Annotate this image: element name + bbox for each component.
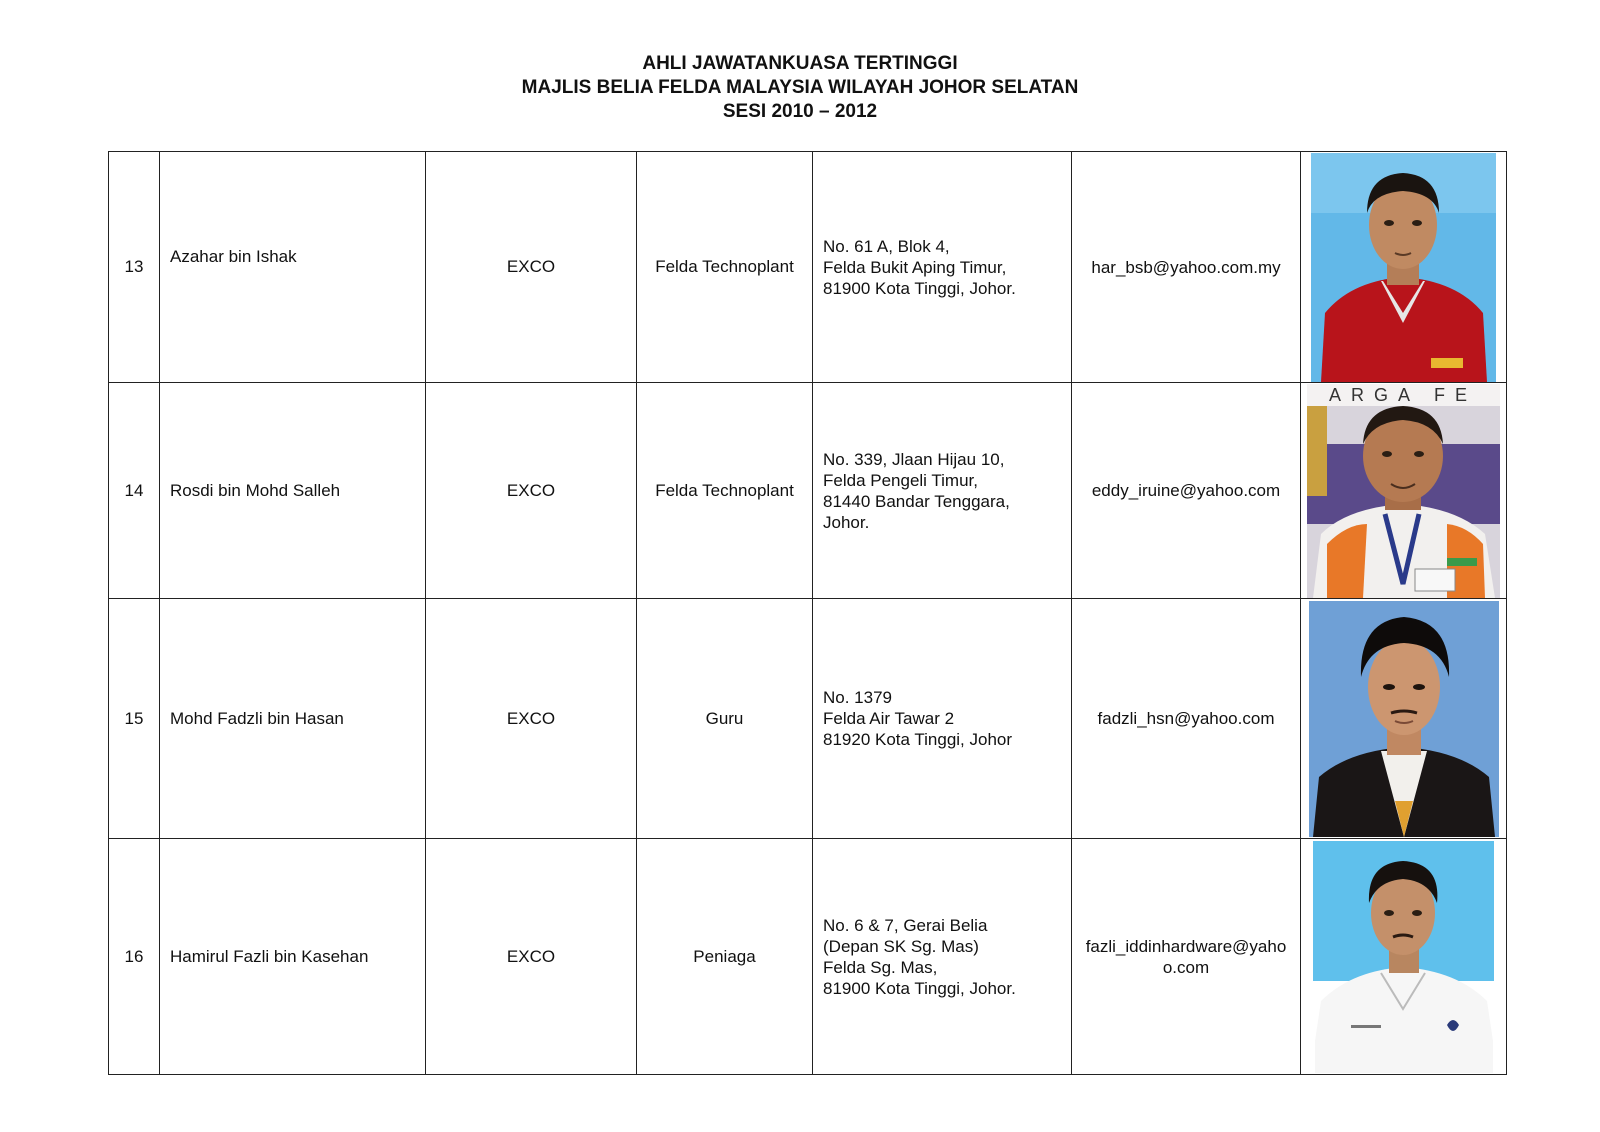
address-line: No. 1379: [823, 688, 892, 707]
address-line: No. 6 & 7, Gerai Belia: [823, 915, 988, 935]
member-position: EXCO: [426, 839, 637, 1075]
member-address: [813, 599, 1072, 839]
member-address: [813, 839, 1072, 1075]
member-address: [813, 152, 1072, 383]
portrait-photo: [1311, 153, 1496, 382]
address-line: Felda Air Tawar 2: [823, 709, 955, 728]
member-photo-cell: [1301, 839, 1507, 1075]
member-address: [813, 383, 1072, 599]
member-number: 14: [109, 383, 160, 599]
member-photo-cell: [1301, 599, 1507, 839]
address-line: Felda Pengeli Timur,: [823, 470, 978, 490]
portrait-photo: [1311, 841, 1496, 1073]
address-line: Felda Sg. Mas,: [823, 957, 938, 977]
table-row: [109, 383, 1507, 599]
member-occupation: Felda Technoplant: [637, 152, 813, 383]
address-line: 81920 Kota Tinggi, Johor: [823, 730, 1013, 749]
member-number: 16: [109, 839, 160, 1075]
member-name: Azahar bin Ishak: [160, 152, 426, 383]
member-email: fazli_iddinhardware@yahoo.com: [1072, 839, 1301, 1075]
photo-banner-text: ARGA FE: [1328, 384, 1478, 405]
member-name: Mohd Fadzli bin Hasan: [160, 599, 426, 839]
header-title: AHLI JAWATANKUASA TERTINGGI: [642, 53, 958, 74]
member-number: 15: [109, 599, 160, 839]
members-table: [108, 151, 1507, 1075]
member-occupation: Felda Technoplant: [637, 383, 813, 599]
member-photo-cell: [1301, 383, 1507, 599]
member-name: Hamirul Fazli bin Kasehan: [160, 839, 426, 1075]
address-line: No. 61 A, Blok 4,: [823, 236, 950, 256]
member-email: har_bsb@yahoo.com.my: [1072, 152, 1301, 383]
address-line: No. 339, Jlaan Hijau 10,: [823, 449, 1005, 469]
member-photo-cell: [1301, 152, 1507, 383]
table-row: [109, 839, 1507, 1075]
member-position: EXCO: [426, 152, 637, 383]
member-position: EXCO: [426, 383, 637, 599]
address-line: (Depan SK Sg. Mas): [823, 936, 979, 956]
member-occupation: Peniaga: [637, 839, 813, 1075]
member-position: EXCO: [426, 599, 637, 839]
address-line: Felda Bukit Aping Timur,: [823, 257, 1007, 277]
header-organization: MAJLIS BELIA FELDA MALAYSIA WILAYAH JOHOR SELATAN: [521, 77, 1079, 98]
portrait-photo: [1307, 384, 1500, 598]
member-name: Rosdi bin Mohd Salleh: [160, 383, 426, 599]
member-number: 13: [109, 152, 160, 383]
address-line: 81440 Bandar Tenggara,: [823, 491, 1010, 511]
table-row: [109, 152, 1507, 383]
address-line: 81900 Kota Tinggi, Johor.: [823, 978, 1016, 998]
address-line: 81900 Kota Tinggi, Johor.: [823, 278, 1016, 298]
member-email: fadzli_hsn@yahoo.com: [1072, 599, 1301, 839]
member-occupation: Guru: [637, 599, 813, 839]
member-email: eddy_iruine@yahoo.com: [1072, 383, 1301, 599]
address-line: Johor.: [823, 512, 870, 532]
table-row: [109, 599, 1507, 839]
document-header: [0, 52, 1600, 124]
header-session: SESI 2010 – 2012: [722, 101, 878, 122]
portrait-photo: [1309, 601, 1499, 837]
